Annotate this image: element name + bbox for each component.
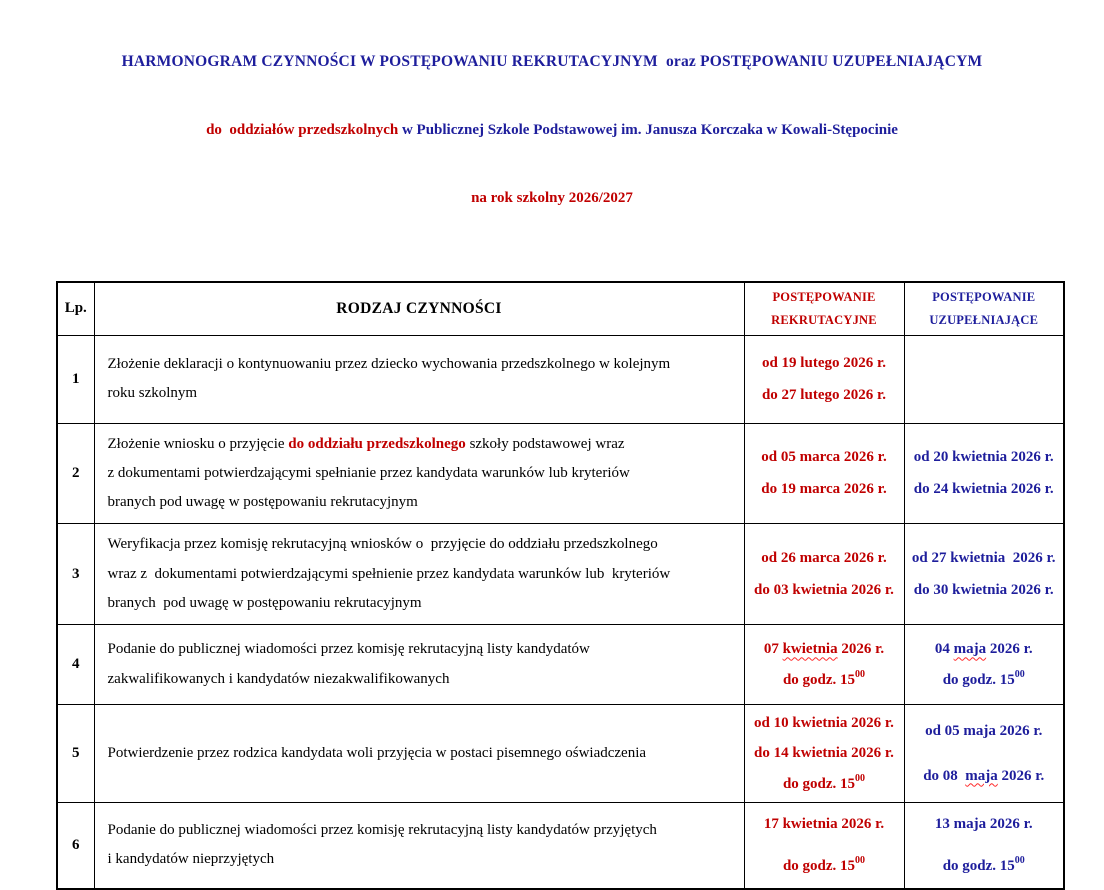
recruitment-dates-cell (744, 625, 904, 705)
date-text: od 26 marca 2026 r. (761, 549, 887, 566)
table-header (57, 282, 1064, 335)
supplementary-dates-cell (904, 335, 1064, 423)
date-line (745, 845, 904, 887)
date-line (905, 845, 1064, 887)
date-line (745, 634, 904, 664)
date-text: 04 (934, 641, 954, 658)
spellcheck-word: maja (953, 641, 987, 658)
activity-text: z dokumentami potwierdzającymi spełnianie przez kandydata warunków lub kryteriów (107, 464, 630, 481)
schedule-table (56, 281, 1065, 890)
table-row (57, 625, 1064, 705)
row-number: 2 (57, 423, 94, 524)
recruitment-dates-cell (744, 705, 904, 803)
table-row (57, 803, 1064, 889)
activity-cell (94, 803, 744, 889)
spellcheck-word: kwietnia (782, 641, 838, 658)
activity-text: Podanie do publicznej wiadomości przez komisję rekrutacyjną listy kandydatów przyjętych (107, 822, 657, 838)
date-line (745, 708, 904, 738)
title-line-2 (0, 120, 1104, 140)
supplementary-dates-cell (904, 705, 1064, 803)
header-recruitment (744, 282, 904, 335)
date-text: od 20 kwietnia 2026 r. (913, 449, 1054, 466)
spellcheck-word: maja (965, 767, 998, 784)
supplementary-dates-cell (904, 524, 1064, 625)
date-line (745, 441, 904, 473)
row-number: 4 (57, 625, 94, 705)
date-line (745, 347, 904, 379)
date-line (745, 379, 904, 411)
date-text: do 08 (923, 767, 966, 784)
header-lp: Lp. (57, 282, 94, 335)
schedule-rows (57, 335, 1064, 889)
date-line (905, 665, 1064, 695)
activity-text: Potwierdzenie przez rodzica kandydata woli przyjęcia w postaci pisemnego oświadczenia (107, 744, 647, 761)
date-line (745, 473, 904, 505)
activity-text: Podanie do publicznej wiadomości przez komisję rekrutacyjną listy kandydatów (107, 641, 590, 658)
date-text: 2026 r. (986, 641, 1033, 658)
date-text: od 10 kwietnia 2026 r. (754, 715, 894, 732)
activity-text: roku szkolnym (107, 385, 198, 401)
date-line (905, 634, 1064, 664)
header-supplementary (904, 282, 1064, 335)
supplementary-dates-cell (904, 423, 1064, 524)
row-number: 5 (57, 705, 94, 803)
date-text: od 05 maja 2026 r. (925, 723, 1043, 740)
date-text: do 14 kwietnia 2026 r. (754, 745, 894, 762)
date-line (905, 709, 1064, 753)
date-text: do godz. 15 (942, 671, 1015, 688)
time-superscript: 00 (1014, 668, 1025, 680)
date-text: do 24 kwietnia 2026 r. (913, 481, 1054, 498)
activity-cell (94, 423, 744, 524)
table-row (57, 335, 1064, 423)
row-number: 6 (57, 803, 94, 889)
date-text: 13 maja 2026 r. (934, 816, 1033, 832)
activity-text: Złożenie deklaracji o kontynuowaniu przez dziecko wychowania przedszkolnego w kolejnym (107, 355, 671, 372)
supplementary-dates-cell (904, 803, 1064, 889)
activity-cell (94, 705, 744, 803)
date-line (905, 441, 1064, 473)
recruitment-dates-cell (744, 524, 904, 625)
activity-text: wraz z dokumentami potwierdzającymi spełnienie przez kandydata warunków lub kryteriów (107, 565, 671, 582)
time-superscript: 00 (1014, 855, 1025, 867)
time-superscript: 00 (855, 668, 866, 680)
title-line-3: na rok szkolny 2026/2027 (471, 190, 633, 206)
date-line (745, 574, 904, 606)
row-number: 3 (57, 524, 94, 625)
activity-text: i kandydatów nieprzyjętych (107, 851, 275, 868)
supplementary-dates-cell (904, 625, 1064, 705)
document-title (0, 0, 1104, 256)
date-text: od 27 kwietnia 2026 r. (911, 549, 1056, 566)
date-text: 2026 r. (997, 767, 1045, 784)
date-text: od 05 marca 2026 r. (761, 449, 887, 466)
activity-text: branych pod uwagę w postępowaniu rekrutacyjnym (107, 494, 418, 510)
header-supplementary-line2: UZUPEŁNIAJĄCE (929, 312, 1039, 327)
time-superscript: 00 (855, 772, 866, 784)
date-line (905, 754, 1064, 798)
activity-cell (94, 335, 744, 423)
header-supplementary-line1: POSTĘPOWANIE (932, 289, 1036, 304)
date-text: od 19 lutego 2026 r. (761, 354, 887, 371)
date-text: do 19 marca 2026 r. (761, 481, 887, 498)
date-text: 2026 r. (837, 641, 885, 658)
table-row (57, 423, 1064, 524)
activity-text: branych pod uwagę w postępowaniu rekrutacyjnym (107, 594, 422, 611)
activity-cell (94, 625, 744, 705)
activity-highlight: do oddziału przedszkolnego (288, 435, 466, 452)
row-number: 1 (57, 335, 94, 423)
date-text: do 03 kwietnia 2026 r. (754, 582, 894, 599)
date-text: 17 kwietnia 2026 r. (763, 816, 885, 832)
date-line (905, 574, 1064, 606)
header-row (57, 282, 1064, 335)
date-line (905, 473, 1064, 505)
header-recruitment-line1: POSTĘPOWANIE (772, 289, 876, 304)
activity-cell (94, 524, 744, 625)
date-text: do godz. 15 (942, 858, 1015, 875)
date-text: do godz. 15 (782, 775, 856, 792)
table-row (57, 524, 1064, 625)
activity-text: szkoły podstawowej wraz (465, 435, 625, 452)
date-text: do godz. 15 (782, 858, 856, 875)
title-line-1: HARMONOGRAM CZYNNOŚCI W POSTĘPOWANIU REKRUTACYJNYM oraz POSTĘPOWANIU UZUPEŁNIAJĄCYM (121, 53, 983, 70)
date-line (905, 803, 1064, 845)
date-line (745, 769, 904, 799)
recruitment-dates-cell (744, 423, 904, 524)
activity-text: Złożenie wniosku o przyjęcie (107, 435, 289, 452)
time-superscript: 00 (855, 855, 866, 867)
date-line (745, 542, 904, 574)
title-line-2-navy: w Publicznej Szkole Podstawowej im. Janusza Korczaka w Kowali-Stępocinie (398, 122, 898, 138)
activity-text: Weryfikacja przez komisję rekrutacyjną wniosków o przyjęcie do oddziału przedszkolnego (107, 536, 658, 553)
date-line (745, 803, 904, 845)
date-text: do 30 kwietnia 2026 r. (913, 582, 1054, 599)
header-recruitment-line2: REKRUTACYJNE (771, 312, 877, 327)
activity-text: zakwalifikowanych i kandydatów niezakwalifikowanych (107, 670, 450, 687)
date-text: 07 (763, 641, 783, 658)
recruitment-dates-cell (744, 803, 904, 889)
date-line (905, 542, 1064, 574)
date-line (745, 738, 904, 768)
title-line-2-red: do oddziałów przedszkolnych (206, 122, 399, 138)
date-text: do 27 lutego 2026 r. (761, 387, 887, 403)
date-line (745, 665, 904, 695)
table-row (57, 705, 1064, 803)
header-activity: RODZAJ CZYNNOŚCI (94, 282, 744, 335)
recruitment-dates-cell (744, 335, 904, 423)
date-text: do godz. 15 (782, 671, 856, 688)
